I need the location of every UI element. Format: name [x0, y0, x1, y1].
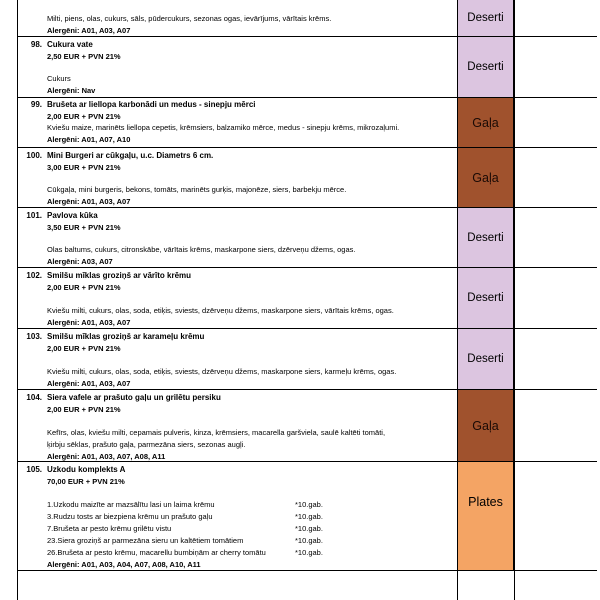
- menu-row: [17, 329, 597, 390]
- category-cell: [458, 390, 514, 461]
- item-title: Uzkodu komplekts A: [47, 465, 126, 474]
- category-label: Deserti: [467, 61, 504, 73]
- item-details: [17, 571, 458, 600]
- item-price: 70,00 EUR + PVN 21%: [47, 477, 125, 486]
- category-cell: [458, 329, 514, 389]
- item-allergens: Alergēni: A01, A03, A07: [47, 197, 131, 206]
- item-description: Cūkgaļa, mini burgeris, bekons, tomāts, marinēts gurķis, majonēze, siers, barbekju mērce.: [47, 185, 347, 194]
- set-item: 23.Siera groziņš ar parmezāna sieru un kaltētiem tomātiem: [47, 536, 244, 545]
- item-price: 2,50 EUR + PVN 21%: [47, 52, 121, 61]
- item-title: Cukura vate: [47, 40, 93, 49]
- item-description: Olas baltums, cukurs, citronskābe, vārītais krēms, maskarpone siers, dzērveņu džems, ogas.: [47, 245, 356, 254]
- set-item-quantity: *10.gab.: [295, 524, 323, 533]
- menu-row: [17, 148, 597, 208]
- table-right-border: [514, 0, 515, 600]
- category-label: Gaļa: [472, 115, 499, 130]
- item-allergens: Alergēni: Nav: [47, 86, 96, 95]
- item-details: [17, 98, 458, 147]
- item-details: [17, 390, 458, 461]
- menu-table: [17, 0, 597, 600]
- item-allergens: Alergēni: A01, A03, A07: [47, 26, 131, 35]
- set-item-quantity: *10.gab.: [295, 548, 323, 557]
- menu-row: [17, 462, 597, 571]
- item-description-continued: ķirbju sēklas, prašuto gaļa, parmezāna siers, sezonas augļi.: [47, 440, 246, 449]
- item-price: 2,00 EUR + PVN 21%: [47, 283, 121, 292]
- item-allergens: Alergēni: A01, A03, A07: [47, 318, 131, 327]
- category-label: Deserti: [467, 231, 504, 244]
- item-price: 3,50 EUR + PVN 21%: [47, 223, 121, 232]
- item-details: [17, 148, 458, 207]
- set-item: 7.Brušeta ar pesto krēmu grilētu vistu: [47, 524, 172, 533]
- item-price: 2,00 EUR + PVN 21%: [47, 344, 121, 353]
- item-price: 3,00 EUR + PVN 21%: [47, 163, 121, 172]
- item-description: Kviešu maize, marinēts liellopa cepetis, krēmsiers, balzamiko mērce, medus - sinepju krēms, mikrozaļumi.: [47, 123, 400, 132]
- item-number: 102.: [26, 271, 42, 280]
- category-cell: [458, 98, 514, 147]
- item-number: 104.: [26, 393, 42, 402]
- item-details: [17, 0, 458, 36]
- item-description: Cukurs: [47, 74, 71, 83]
- item-number: 100.: [26, 151, 42, 160]
- item-title: Pavlova kūka: [47, 211, 98, 220]
- category-cell: [458, 208, 514, 267]
- category-label: Deserti: [467, 353, 504, 365]
- item-description: Kefīrs, olas, kviešu milti, cepamais pulveris, kinza, krēmsiers, macarella garšviela, saulē kaltēti tomāti,: [47, 428, 386, 437]
- item-number: 105.: [26, 465, 42, 474]
- item-details: [17, 268, 458, 328]
- item-allergens: Alergēni: A03, A07: [47, 257, 113, 266]
- category-cell: [458, 148, 514, 207]
- item-price: 2,00 EUR + PVN 21%: [47, 112, 121, 121]
- item-allergens: Alergēni: A01, A03, A07: [47, 379, 131, 388]
- category-cell: [458, 0, 514, 36]
- menu-row: [17, 208, 597, 268]
- item-allergens: Alergēni: A01, A03, A04, A07, A08, A10, A11: [47, 560, 201, 569]
- category-cell: [458, 462, 514, 570]
- menu-row: [17, 0, 597, 37]
- category-cell: [458, 37, 514, 97]
- item-description: Kviešu milti, cukurs, olas, soda, etiķis, sviests, dzērveņu džems, maskarpone siers, vārītais krēms, ogas.: [47, 306, 394, 315]
- item-number: 103.: [26, 332, 42, 341]
- menu-row: [17, 268, 597, 329]
- item-number: 98.: [30, 40, 42, 49]
- category-label: Gaļa: [472, 418, 499, 433]
- set-item: 26.Brušeta ar pesto krēmu, macarellu bumbiņām ar cherry tomātu: [47, 548, 266, 557]
- item-title: Smilšu mīklas groziņš ar karameļu krēmu: [47, 332, 205, 341]
- set-item-quantity: *10.gab.: [295, 512, 323, 521]
- menu-row: [17, 390, 597, 462]
- set-item-quantity: *10.gab.: [295, 536, 323, 545]
- set-item: 3.Rudzu tosts ar biezpiena krēmu un prašuto gaļu: [47, 512, 213, 521]
- item-title: Smilšu mīklas groziņš ar vārīto krēmu: [47, 271, 192, 280]
- item-number: 101.: [26, 211, 42, 220]
- category-label: Plates: [468, 495, 503, 509]
- item-details: [17, 37, 458, 97]
- item-allergens: Alergēni: A01, A07, A10: [47, 135, 131, 144]
- empty-row: [17, 571, 597, 600]
- category-label: Gaļa: [472, 170, 499, 185]
- item-price: 2,00 EUR + PVN 21%: [47, 405, 121, 414]
- item-details: [17, 208, 458, 267]
- category-cell: [458, 268, 514, 328]
- set-item: 1.Uzkodu maizīte ar mazsālītu lasi un laima krēmu: [47, 500, 215, 509]
- item-number: 99.: [30, 100, 42, 109]
- item-title: Mini Burgeri ar cūkgaļu, u.c. Diametrs 6 cm.: [47, 151, 214, 160]
- item-description: Milti, piens, olas, cukurs, sāls, pūdercukurs, sezonas ogas, ievārījums, vārītais krēms.: [47, 14, 332, 23]
- item-title: Siera vafele ar prašuto gaļu un grilētu persiku: [47, 393, 221, 402]
- set-item-quantity: *10.gab.: [295, 500, 323, 509]
- item-details: [17, 329, 458, 389]
- category-label: Deserti: [467, 12, 504, 24]
- menu-row: [17, 37, 597, 98]
- item-allergens: Alergēni: A01, A03, A07, A08, A11: [47, 452, 166, 461]
- item-details: [17, 462, 458, 570]
- item-title: Brušeta ar liellopa karbonādi un medus - sinepju mērci: [47, 100, 256, 109]
- menu-row: [17, 98, 597, 148]
- item-description: Kviešu milti, cukurs, olas, soda, etiķis, sviests, dzērveņu džems, maskarpone siers, karmeļu krēms, ogas.: [47, 367, 397, 376]
- category-label: Deserti: [467, 292, 504, 304]
